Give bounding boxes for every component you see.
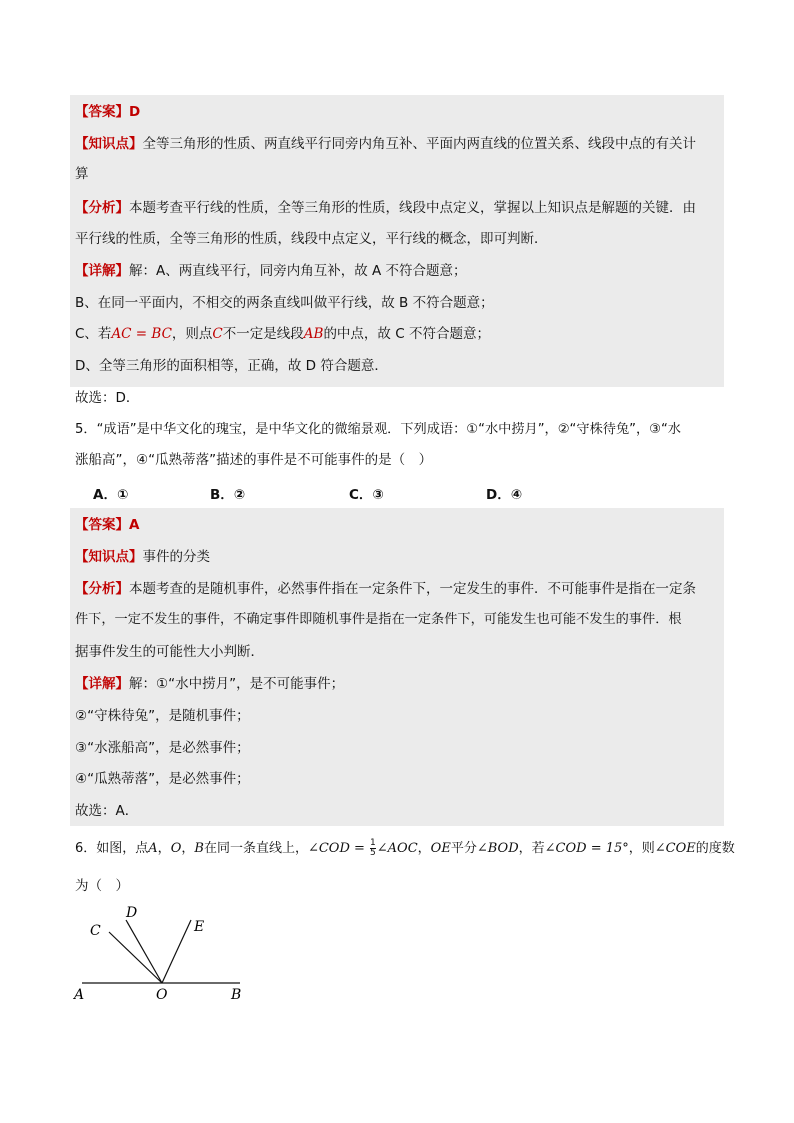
- analysis-line-2: 件下，一定不发生的事件，不确定事件即随机事件是指在一定条件下，可能发生也可能不发生的事件．根: [75, 612, 682, 627]
- answer-value: A: [129, 517, 140, 533]
- detail-text: 解：A、两直线平行，同旁内角互补，故 A 不符合题意；: [129, 263, 467, 279]
- q6-text: ，若: [518, 841, 545, 856]
- question-6-line-2: 为（ ）: [75, 878, 129, 894]
- math-expression: ∠AOC: [376, 841, 418, 856]
- answer-line: [75, 102, 140, 122]
- math-expression: ∠BOD: [476, 841, 519, 856]
- detail-line-3: [75, 324, 490, 344]
- ray-od: [126, 920, 162, 983]
- math-point: B: [194, 841, 204, 856]
- ray-oc: [109, 932, 162, 983]
- detail-text: 的中点，故 C 不符合题意；: [323, 326, 490, 342]
- detail-text: 不一定是线段: [222, 326, 304, 342]
- detail-text: 解：①“水中捞月”，是不可能事件；: [129, 676, 345, 692]
- detail-line-2: ②“守株待兔”，是随机事件；: [75, 708, 250, 724]
- math-expression: AC = BC: [111, 326, 172, 342]
- q6-text: ，: [181, 841, 195, 856]
- fraction-denominator: 5: [370, 848, 376, 858]
- q6-text: 在同一条直线上，: [203, 841, 308, 856]
- question-6-line-1: [75, 839, 735, 859]
- math-expression: AB: [303, 326, 324, 342]
- ray-oe: [162, 920, 191, 983]
- knowledge-tag: 【知识点】: [75, 136, 143, 152]
- answer-line: [75, 515, 139, 535]
- math-point: O: [170, 841, 182, 856]
- fraction: [370, 839, 376, 858]
- detail-line-2: B、在同一平面内，不相交的两条直线叫做平行线，故 B 不符合题意；: [75, 295, 494, 311]
- analysis-text: 本题考查平行线的性质，全等三角形的性质，线段中点定义，掌握以上知识点是解题的关键．由: [129, 200, 696, 216]
- math-expression: OE: [430, 841, 451, 856]
- analysis-tag: 【分析】: [75, 581, 129, 597]
- knowledge-line: [75, 134, 696, 154]
- option-c: C．③: [349, 487, 384, 503]
- label-b: B: [231, 987, 242, 1003]
- label-e: E: [194, 919, 205, 935]
- question-5-line-2: 涨船高”，④“瓜熟蒂落”描述的事件是不可能事件的是（ ）: [75, 452, 433, 468]
- detail-text: C、若: [75, 326, 112, 342]
- detail-line-3: ③“水涨船高”，是必然事件；: [75, 740, 250, 756]
- option-b: B．②: [210, 487, 246, 503]
- answer-value: D: [129, 104, 141, 120]
- label-c: C: [90, 923, 101, 939]
- analysis-line-3: 据事件发生的可能性大小判断．: [75, 644, 264, 660]
- math-point: A: [148, 841, 158, 856]
- question-5-line-1: 5．“成语”是中华文化的瑰宝，是中华文化的微缩景观．下列成语：①“水中捞月”，②“守株待兔”，③“水: [75, 422, 681, 437]
- knowledge-text: 事件的分类: [142, 549, 210, 565]
- q6-text: 6．如图，点: [75, 841, 149, 856]
- q6-text: ，则: [628, 841, 655, 856]
- q6-text: ，: [157, 841, 171, 856]
- detail-text: ，则点: [171, 326, 213, 342]
- detail-line: [75, 261, 467, 281]
- analysis-text: 本题考查的是随机事件，必然事件指在一定条件下，一定发生的事件．不可能事件是指在一定条: [129, 581, 696, 597]
- detail-tag: 【详解】: [75, 676, 129, 692]
- analysis-line: [75, 579, 696, 599]
- answer-tag: 【答案】: [75, 517, 129, 533]
- math-expression: ∠COD =: [307, 841, 370, 856]
- detail-line: [75, 674, 344, 694]
- option-d: D．④: [486, 487, 523, 503]
- label-d: D: [126, 905, 138, 921]
- knowledge-text: 全等三角形的性质、两直线平行同旁内角互补、平面内两直线的位置关系、线段中点的有关计: [142, 136, 696, 152]
- q6-text: ，: [417, 841, 431, 856]
- label-a: A: [74, 987, 85, 1003]
- fraction-numerator: 1: [370, 838, 376, 848]
- math-expression: ∠COE: [654, 841, 696, 856]
- label-o: O: [156, 987, 168, 1003]
- answer-tag: 【答案】: [75, 104, 129, 120]
- q6-text: 的度数: [695, 841, 735, 856]
- knowledge-tag: 【知识点】: [75, 549, 143, 565]
- analysis-line: [75, 198, 696, 218]
- angle-figure: [70, 898, 260, 1008]
- choose-line: 故选：A．: [75, 803, 139, 819]
- knowledge-line: [75, 547, 210, 567]
- option-a: A．①: [93, 487, 129, 503]
- knowledge-line-2: 算: [75, 166, 89, 182]
- analysis-line-2: 平行线的性质，全等三角形的性质，线段中点定义，平行线的概念，即可判断．: [75, 231, 548, 247]
- detail-line-4: ④“瓜熟蒂落”，是必然事件；: [75, 771, 250, 787]
- choose-line: 故选：D．: [75, 390, 140, 406]
- analysis-tag: 【分析】: [75, 200, 129, 216]
- q6-text: 平分: [450, 841, 477, 856]
- detail-line-4: D、全等三角形的面积相等，正确，故 D 符合题意．: [75, 358, 388, 374]
- detail-tag: 【详解】: [75, 263, 129, 279]
- math-expression: ∠COD = 15°: [544, 841, 629, 856]
- math-expression: C: [212, 326, 223, 342]
